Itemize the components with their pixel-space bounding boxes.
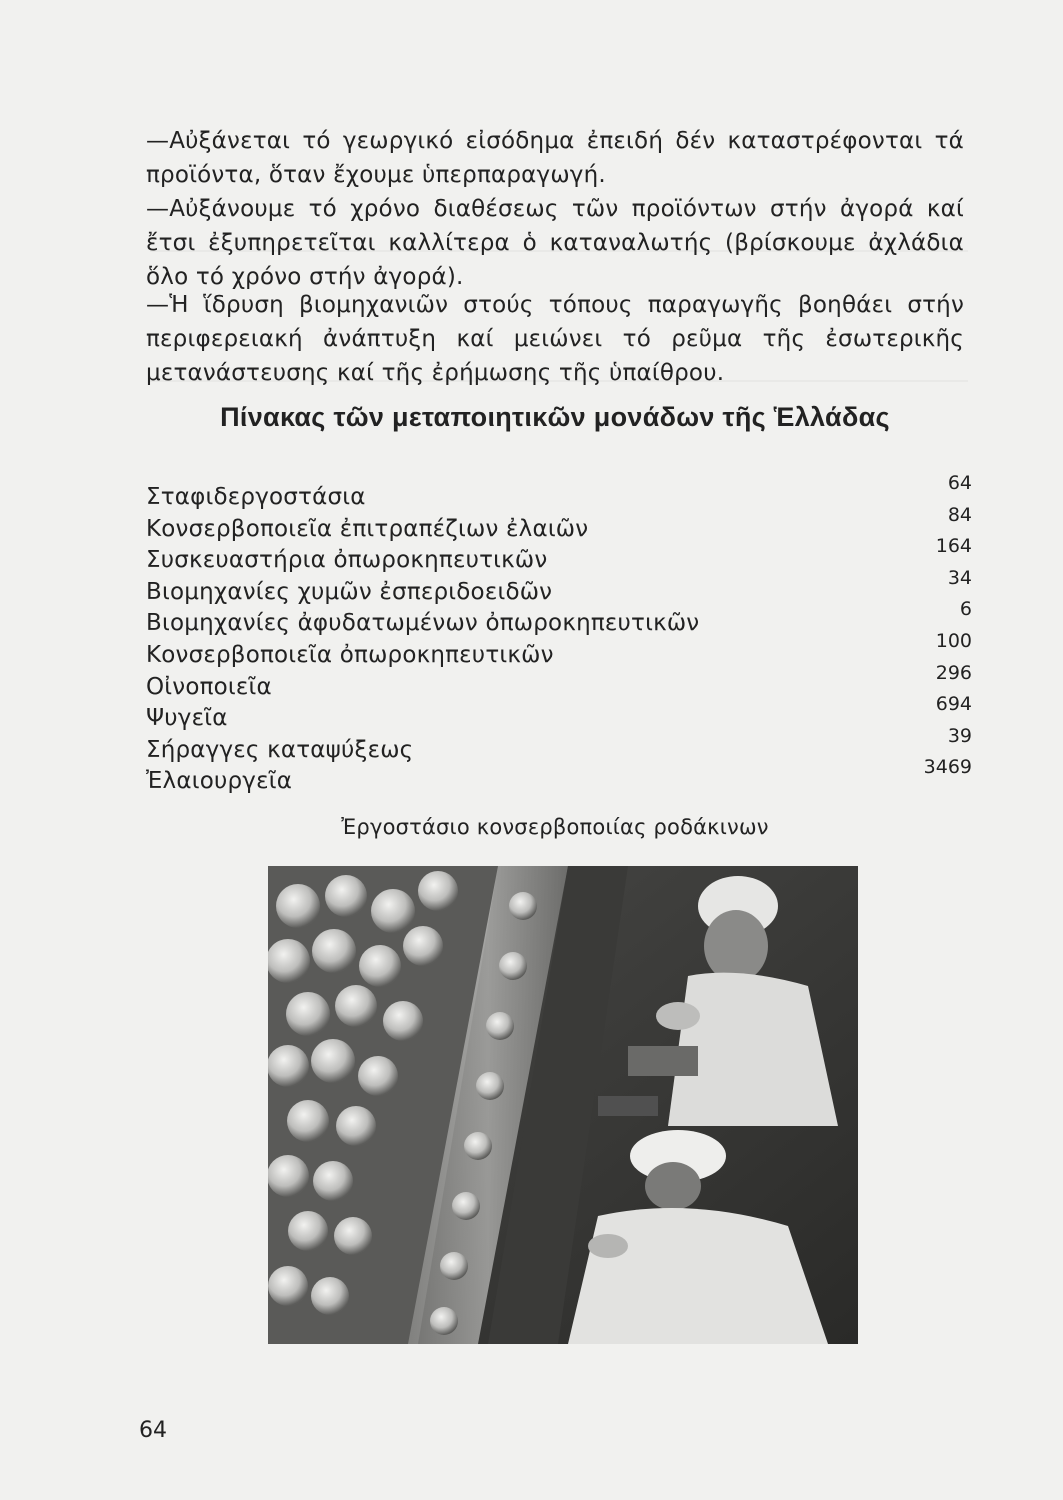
row-value: 84 [947, 503, 972, 526]
row-value: 164 [935, 535, 972, 558]
paragraph-regional-development: —Ἡ ἵδρυση βιομηχανιῶν στούς τόπους παραγωγῆς βοηθάει στήν περιφερειακή ἀνάπτυξη καί μειώνει τό ρεῦμα τῆς ἐσωτερικῆς μετανάστευσης καί τῆς ἐρήμωσης τῆς ὑπαίθρου. [146, 292, 964, 386]
row-value: 64 [947, 472, 972, 494]
table-row [146, 724, 972, 763]
table-row [146, 629, 972, 668]
row-label: Βιομηχανίες ἀφυδατωμένων ὀπωροκηπευτικῶν [146, 610, 700, 637]
row-label: Βιομηχανίες χυμῶν ἐσπεριδοειδῶν [146, 578, 553, 605]
row-value: 6 [959, 598, 972, 621]
row-value: 3469 [923, 756, 972, 779]
table-row [146, 661, 972, 700]
table-row [146, 535, 972, 574]
row-value: 100 [935, 629, 972, 652]
row-value: 39 [947, 724, 972, 747]
table-row [146, 756, 972, 795]
row-label: Σταφιδεργοστάσια [146, 484, 366, 510]
row-value: 34 [947, 566, 972, 589]
row-label: Κονσερβοποιεῖα ἐπιτραπέζιων ἐλαιῶν [146, 515, 589, 542]
row-label: Ἐλαιουργεῖα [146, 768, 293, 795]
row-label: Συσκευαστήρια ὀπωροκηπευτικῶν [146, 547, 548, 574]
table-row [146, 598, 972, 637]
row-label: Οἰνοποιεῖα [146, 673, 272, 700]
page-number: 64 [139, 1418, 167, 1443]
table-row [146, 693, 972, 732]
row-value: 296 [935, 661, 972, 684]
cannery-photo-illustration [268, 866, 858, 1344]
row-label: Ψυγεῖα [146, 705, 228, 732]
cannery-photo [268, 866, 858, 1344]
table-row [146, 472, 972, 510]
processing-units-table [146, 472, 972, 795]
row-label: Κονσερβοποιεῖα ὀπωροκηπευτικῶν [146, 641, 554, 668]
row-label: Σήραγγες καταψύξεως [146, 736, 414, 763]
table-title: Πίνακας τῶν μεταποιητικῶν μονάδων τῆς Ἑλλάδας [220, 402, 890, 432]
paragraph-income: —Αὐξάνεται τό γεωργικό εἰσόδημα ἐπειδή δέν καταστρέφονται τά προϊόντα, ὅταν ἔχουμε ὑπερπαραγωγή. [146, 128, 964, 188]
row-value: 694 [935, 693, 972, 716]
paragraph-market-time: —Αὐξάνουμε τό χρόνο διαθέσεως τῶν προϊόντων στήν ἀγορά καί ἔτσι ἐξυπηρετεῖται καλλίτερα ὁ καταναλωτής (βρίσκουμε ἀχλάδια ὅλο τό χρόνο στήν ἀγορά). [146, 196, 964, 290]
table-row [146, 503, 972, 542]
photo-caption: Ἐργοστάσιο κονσερβοποιίας ροδάκινων [341, 815, 769, 839]
table-row [146, 566, 972, 605]
